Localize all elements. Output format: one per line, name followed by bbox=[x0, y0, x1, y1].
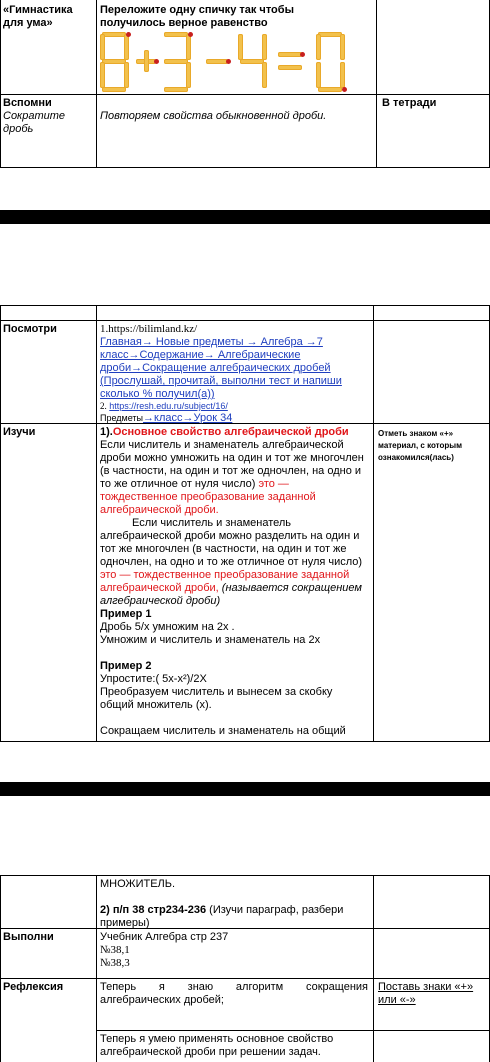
in-notebook-label: В тетради bbox=[382, 97, 437, 109]
theory-paragraph-1: Если числитель и знаменатель алгебраической дроби можно умножить на один и тот же многочлен (в частности, на один и тот же одночлен, на одно и то же отличное от нуля число) это — тождественное преобразование заданной алгебраической дроби. bbox=[100, 439, 364, 516]
example-2-line-2: Преобразуем числитель и вынесем за скобку общий множитель (x). bbox=[100, 686, 333, 711]
remember-label: Вспомни bbox=[3, 97, 52, 109]
example-2-line-3: Сокращаем числитель и знаменатель на общий bbox=[100, 725, 346, 737]
gymnastics-label: «Гимнастика для ума» bbox=[3, 4, 73, 29]
resh-path-link[interactable]: →класс→Урок 34 bbox=[143, 412, 233, 424]
exercise-2: №38,3 bbox=[100, 957, 130, 969]
example-2-title: Пример 2 bbox=[100, 660, 152, 672]
do-content bbox=[100, 931, 370, 970]
page-separator-2 bbox=[0, 782, 490, 796]
resh-path-prefix: Предметы bbox=[100, 413, 144, 423]
example-1-line-1: Дробь 5/x умножим на 2x . bbox=[100, 621, 235, 633]
example-1-title: Пример 1 bbox=[100, 608, 152, 620]
resh-link[interactable]: https://resh.edu.ru/subject/16/ bbox=[109, 401, 228, 411]
repeat-properties-text: Повторяем свойства обыкновенной дроби. bbox=[100, 110, 327, 122]
reflection-can-text: Теперь я умею применять основное свойство алгебраической дроби при решении задач. bbox=[100, 1033, 334, 1058]
homework-task: 2) п/п 38 стр234-236 (Изучи параграф, разбери примеры) bbox=[100, 904, 344, 929]
matchstick-task-text: Переложите одну спичку так чтобы получилось верное равенство bbox=[100, 4, 294, 29]
reflection-know-text: Теперь я знаю алгоритм сокращения алгебраических дробей; bbox=[100, 981, 368, 1006]
look-label: Посмотри bbox=[3, 323, 57, 335]
exercise-1: №38,1 bbox=[100, 944, 130, 956]
reflection-label: Рефлексия bbox=[3, 981, 64, 993]
example-2-line-1: Упростите:( 5x-x²)/2X bbox=[100, 673, 207, 685]
bilimland-path-link[interactable]: Главная→ Новые предметы → Алгебра →7 класс→Содержание→ Алгебраические дроби→Сокращение алгебраических дробей (Прослушай, прочитай, выполни тест и напиши сколько % получил(а)) bbox=[100, 336, 342, 400]
continued-content bbox=[100, 878, 370, 930]
theory-heading: Основное свойство алгебраической дроби bbox=[112, 426, 349, 438]
reduce-fraction-label: Сократите дробь bbox=[3, 110, 66, 135]
resh-link-number: 2. bbox=[100, 401, 107, 411]
look-content bbox=[100, 323, 368, 425]
do-label: Выполни bbox=[3, 931, 54, 943]
example-1-line-2: Умножим и числитель и знаменатель на 2x bbox=[100, 634, 321, 646]
page-separator bbox=[0, 210, 490, 224]
put-signs-instruction: Поставь знаки «+» или «-» bbox=[378, 981, 474, 1006]
mark-plus-instruction: Отметь знаком «+» материал, с которым ознакомился(лась) bbox=[378, 429, 463, 462]
theory-number: 1). bbox=[100, 426, 113, 438]
matchstick-equation-image bbox=[100, 30, 365, 94]
study-label: Изучи bbox=[3, 426, 36, 438]
bilimland-link[interactable]: 1.https://bilimland.kz/ bbox=[100, 323, 198, 335]
study-content bbox=[100, 426, 368, 738]
theory-paragraph-2: Если числитель и знаменатель алгебраической дроби можно разделить на один и тот же многочлен (в частности, на один и тот же одночлен, на одно и то же отличное от нуля число) это — тождественное преобразование заданной алгебраической дроби, (называется сокращением алгебраической дроби) bbox=[100, 517, 363, 607]
textbook-line: Учебник Алгебра стр 237 bbox=[100, 931, 229, 943]
multiplier-word: МНОЖИТЕЛЬ. bbox=[100, 878, 176, 890]
